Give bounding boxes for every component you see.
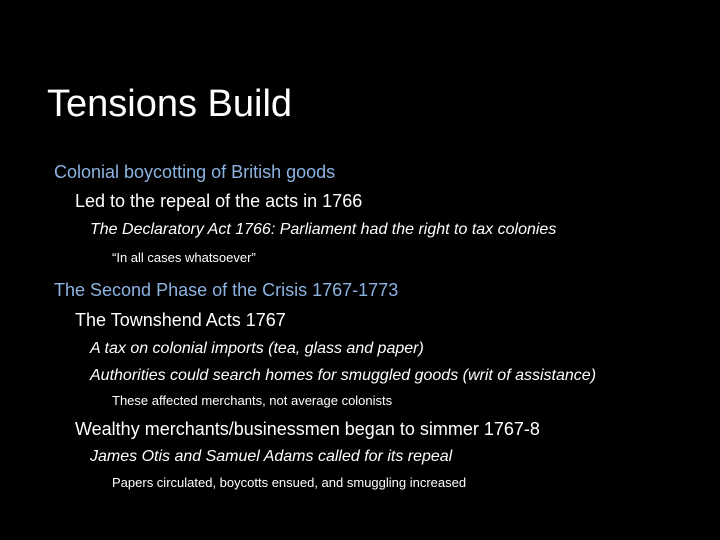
bullet-level4: “In all cases whatsoever” bbox=[112, 250, 256, 265]
bullet-level1: The Second Phase of the Crisis 1767-1773 bbox=[54, 280, 399, 300]
bullet-level3: A tax on colonial imports (tea, glass and paper) bbox=[90, 340, 424, 357]
bullet-level2: Wealthy merchants/businessmen began to simmer 1767-8 bbox=[75, 419, 540, 439]
bullet-level2: Led to the repeal of the acts in 1766 bbox=[75, 191, 363, 211]
bullet-level3: The Declaratory Act 1766: Parliament had the right to tax colonies bbox=[90, 221, 557, 238]
bullet-level4: Papers circulated, boycotts ensued, and smuggling increased bbox=[112, 475, 467, 490]
bullet-level3: Authorities could search homes for smuggled goods (writ of assistance) bbox=[90, 367, 597, 384]
slide-title: Tensions Build bbox=[47, 83, 293, 125]
bullet-level2: The Townshend Acts 1767 bbox=[75, 310, 286, 330]
bullet-level4: These affected merchants, not average colonists bbox=[112, 393, 393, 408]
bullet-level1: Colonial boycotting of British goods bbox=[54, 162, 336, 182]
bullet-level3: James Otis and Samuel Adams called for its repeal bbox=[90, 448, 453, 465]
